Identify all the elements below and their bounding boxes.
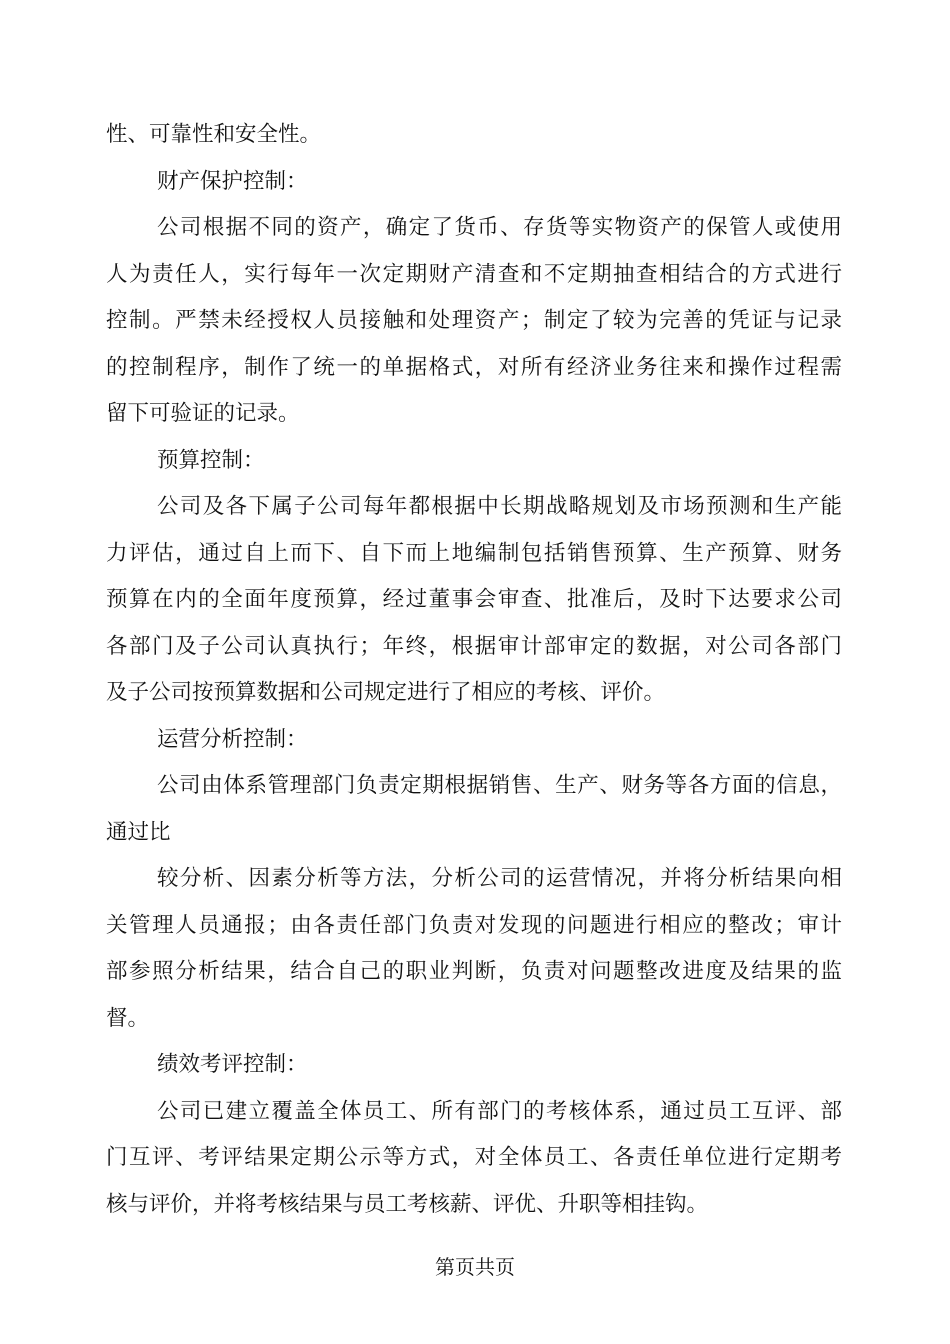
text-line: 及子公司按预算数据和公司规定进行了相应的考核、评价。 bbox=[106, 680, 666, 705]
text-line: 控制。严禁未经授权人员接触和处理资产；制定了较为完善的凭证与记录 bbox=[106, 308, 842, 333]
text-line: 财产保护控制： bbox=[157, 168, 308, 194]
text-line: 预算在内的全面年度预算，经过董事会审查、批准后，及时下达要求公司 bbox=[106, 587, 842, 612]
text-line: 各部门及子公司认真执行；年终，根据审计部审定的数据，对公司各部门 bbox=[106, 633, 842, 659]
text-line: 留下可验证的记录。 bbox=[106, 401, 300, 426]
text-line: 预算控制： bbox=[157, 447, 265, 473]
page-footer: 第页共页 bbox=[435, 1255, 515, 1279]
text-line: 的控制程序，制作了统一的单据格式，对所有经济业务往来和操作过程需 bbox=[106, 354, 842, 380]
text-line: 公司由体系管理部门负责定期根据销售、生产、财务等各方面的信息， bbox=[157, 773, 842, 798]
text-line: 通过比 bbox=[106, 819, 171, 845]
text-line: 运营分析控制： bbox=[157, 726, 308, 752]
text-line: 部参照分析结果，结合自己的职业判断，负责对问题整改进度及结果的监 bbox=[106, 959, 842, 984]
text-line: 督。 bbox=[106, 1005, 150, 1031]
document-body bbox=[106, 112, 842, 1228]
text-line: 核与评价，并将考核结果与员工考核薪、评优、升职等相挂钩。 bbox=[106, 1191, 709, 1217]
text-line: 关管理人员通报；由各责任部门负责对发现的问题进行相应的整改；审计 bbox=[106, 912, 842, 938]
text-line: 门互评、考评结果定期公示等方式，对全体员工、各责任单位进行定期考 bbox=[106, 1145, 842, 1170]
text-line: 人为责任人，实行每年一次定期财产清查和不定期抽查相结合的方式进行 bbox=[106, 261, 842, 287]
text-line: 力评估，通过自上而下、自下而上地编制包括销售预算、生产预算、财务 bbox=[106, 540, 842, 566]
text-line: 性、可靠性和安全性。 bbox=[106, 122, 322, 147]
text-line: 较分析、因素分析等方法，分析公司的运营情况，并将分析结果向相 bbox=[157, 866, 842, 891]
text-line: 公司根据不同的资产，确定了货币、存货等实物资产的保管人或使用 bbox=[157, 215, 842, 240]
text-line: 公司已建立覆盖全体员工、所有部门的考核体系，通过员工互评、部 bbox=[157, 1098, 842, 1124]
text-line: 公司及各下属子公司每年都根据中长期战略规划及市场预测和生产能 bbox=[157, 494, 842, 519]
text-line: 绩效考评控制： bbox=[157, 1052, 308, 1077]
